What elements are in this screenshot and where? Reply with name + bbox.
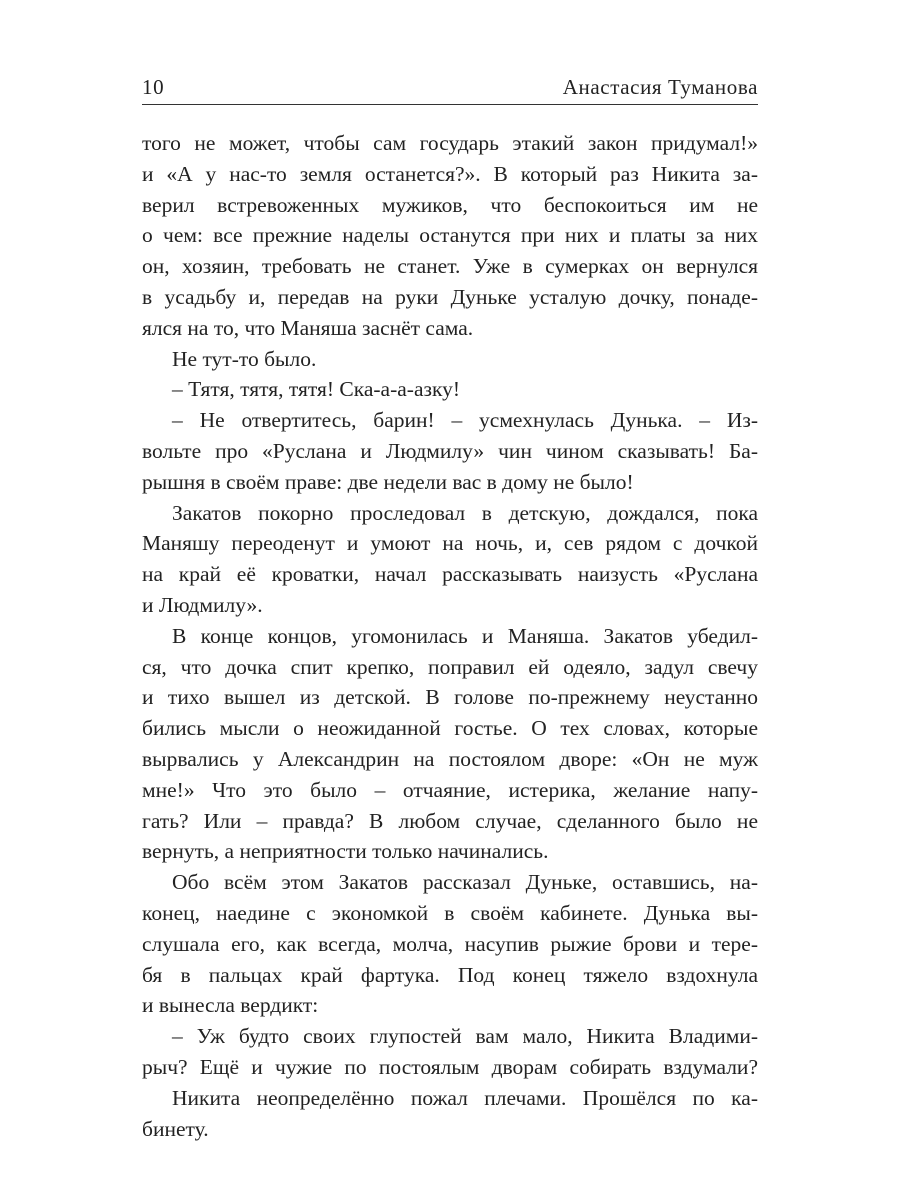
text-line: Обо всём этом Закатов рассказал Дуньке, оставшись, на-: [172, 870, 758, 895]
text-line: того не может, чтобы сам государь этакий закон придумал!»: [142, 131, 758, 155]
text-line: ялся на то, что Маняша заснёт сама.: [142, 315, 474, 340]
text-line: – Не отвертитесь, барин! – усмехнулась Дунька. – Из-: [172, 408, 758, 433]
text-line: на край её кроватки, начал рассказывать наизусть «Руслана: [142, 562, 758, 587]
text-line: гать? Или – правда? В любом случае, сделанного было не: [142, 808, 758, 833]
text-line: бинету.: [142, 1116, 209, 1141]
text-line: конец, наедине с экономкой в своём кабинете. Дунька вы-: [142, 900, 758, 925]
text-line: Закатов покорно проследовал в детскую, дождался, пока: [172, 500, 758, 525]
text-line: Никита неопределённо пожал плечами. Прошёлся по ка-: [172, 1085, 758, 1110]
text-line: бились мысли о неожиданной гостье. О тех словах, которые: [142, 716, 758, 741]
text-line: мне!» Что это было – отчаяние, истерика, желание напу-: [142, 777, 758, 802]
text-line: бя в пальцах край фартука. Под конец тяжело вздохнула: [142, 962, 758, 987]
text-line: рышня в своём праве: две недели вас в дому не было!: [142, 469, 634, 494]
text-line: он, хозяин, требовать не станет. Уже в сумерках он вернулся: [142, 254, 758, 279]
body-text: [142, 128, 758, 1144]
text-line: и вынесла вердикт:: [142, 993, 319, 1018]
text-line: ся, что дочка спит крепко, поправил ей одеяло, задул свечу: [142, 654, 758, 679]
text-line: и тихо вышел из детской. В голове по-прежнему неустанно: [142, 685, 758, 710]
text-line: и Людмилу».: [142, 592, 263, 617]
text-line: вырвались у Александрин на постоялом дворе: «Он не муж: [142, 746, 758, 771]
header-rule: [142, 104, 758, 105]
running-head-author: Анастасия Туманова: [562, 75, 758, 99]
text-line: вольте про «Руслана и Людмилу» чин чином сказывать! Ба-: [142, 438, 758, 463]
text-line: в усадьбу и, передав на руки Дуньке усталую дочку, понаде-: [142, 284, 758, 309]
running-header: [142, 66, 758, 100]
text-line: Не тут-то было.: [172, 346, 317, 371]
text-line: и «А у нас-то земля останется?». В который раз Никита за-: [142, 161, 758, 186]
text-line: – Уж будто своих глупостей вам мало, Никита Владими-: [172, 1024, 758, 1049]
text-line: верил встревоженных мужиков, что беспокоиться им не: [142, 192, 758, 217]
text-line: Маняшу переоденут и умоют на ночь, и, сев рядом с дочкой: [142, 531, 758, 556]
text-line: слушала его, как всегда, молча, насупив рыжие брови и тере-: [142, 931, 758, 956]
text-line: вернуть, а неприятности только начинались.: [142, 839, 549, 864]
text-line: В конце концов, угомонилась и Маняша. Закатов убедил-: [172, 623, 758, 648]
page-number: 10: [142, 75, 165, 99]
text-line: рыч? Ещё и чужие по постоялым дворам собирать вздумали?: [142, 1054, 758, 1079]
text-line: – Тятя, тятя, тятя! Ска-а-а-азку!: [172, 377, 461, 402]
text-line: о чем: все прежние наделы останутся при них и платы за них: [142, 223, 758, 248]
